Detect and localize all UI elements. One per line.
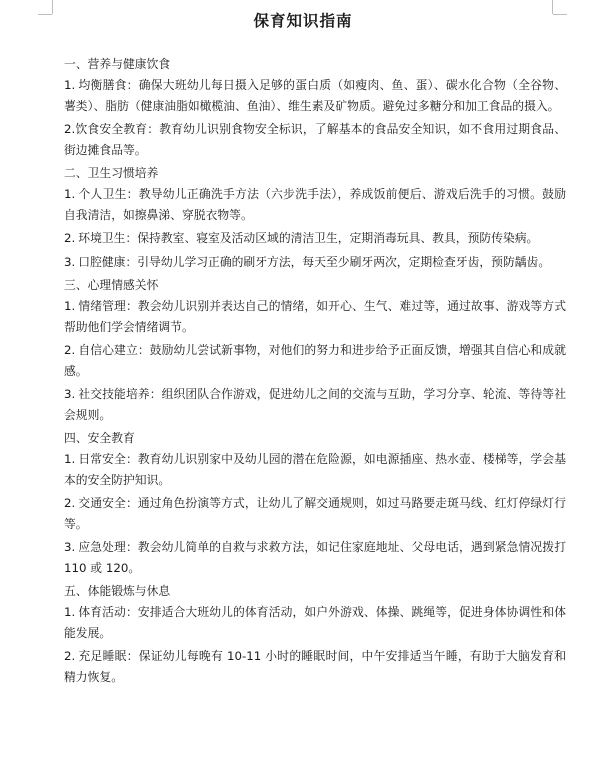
section-item: 2. 充足睡眠：保证幼儿每晚有 10-11 小时的睡眠时间，中午安排适当午睡，有助于大脑发育和精力恢复。 [64, 649, 566, 684]
section-item: 2. 环境卫生：保持教室、寝室及活动区域的清洁卫生，定期消毒玩具、教具，预防传染病。 [64, 231, 539, 245]
section-item: 3. 口腔健康：引导幼儿学习正确的刷牙方法，每天至少刷牙两次，定期检查牙齿，预防龋齿。 [64, 254, 551, 269]
section-item: 1. 日常安全：教育幼儿识别家中及幼儿园的潜在危险源，如电源插座、热水壶、楼梯等，学会基本的安全防护知识。 [64, 452, 566, 487]
section-heading: 二、卫生习惯培养 [64, 166, 159, 180]
section-item: 3. 应急处理：教会幼儿简单的自救与求救方法，如记住家庭地址、父母电话，遇到紧急情况拨打 110 或 120。 [64, 540, 566, 575]
section-item: 1. 体育活动：安排适合大班幼儿的体育活动，如户外游戏、体操、跳绳等，促进身体协调性和体能发展。 [64, 605, 566, 640]
section-item: 2. 交通安全：通过角色扮演等方式，让幼儿了解交通规则，如过马路要走斑马线、红灯停绿灯行等。 [64, 496, 566, 531]
section-item: 1. 情绪管理：教会幼儿识别并表达自己的情绪，如开心、生气、难过等，通过故事、游戏等方式帮助他们学会情绪调节。 [64, 299, 566, 334]
document-title: 保育知识指南 [253, 12, 353, 30]
section-item: 1. 均衡膳食：确保大班幼儿每日摄入足够的蛋白质（如瘦肉、鱼、蛋）、碳水化合物（全谷物、薯类）、脂肪（健康油脂如橄榄油、鱼油）、维生素及矿物质。避免过多糖分和加工食品的摄入。 [64, 78, 566, 113]
section-heading: 四、安全教育 [64, 431, 135, 445]
document-body [64, 54, 566, 687]
section-item: 3. 社交技能培养：组织团队合作游戏，促进幼儿之间的交流与互助，学习分享、轮流、等待等社会规则。 [64, 387, 566, 422]
section-heading: 五、体能锻炼与休息 [64, 584, 171, 598]
section-heading: 一、营养与健康饮食 [64, 57, 171, 71]
section-item: 2. 自信心建立：鼓励幼儿尝试新事物，对他们的努力和进步给予正面反馈，增强其自信心和成就感。 [64, 343, 566, 378]
section-heading: 三、心理情感关怀 [64, 278, 159, 292]
section-item: 2.饮食安全教育：教育幼儿识别食物安全标识，了解基本的食品安全知识，如不食用过期食品、街边摊食品等。 [64, 122, 566, 157]
section-item: 1. 个人卫生：教导幼儿正确洗手方法（六步洗手法），养成饭前便后、游戏后洗手的习惯。鼓励自我清洁，如擦鼻涕、穿脱衣物等。 [64, 187, 566, 222]
